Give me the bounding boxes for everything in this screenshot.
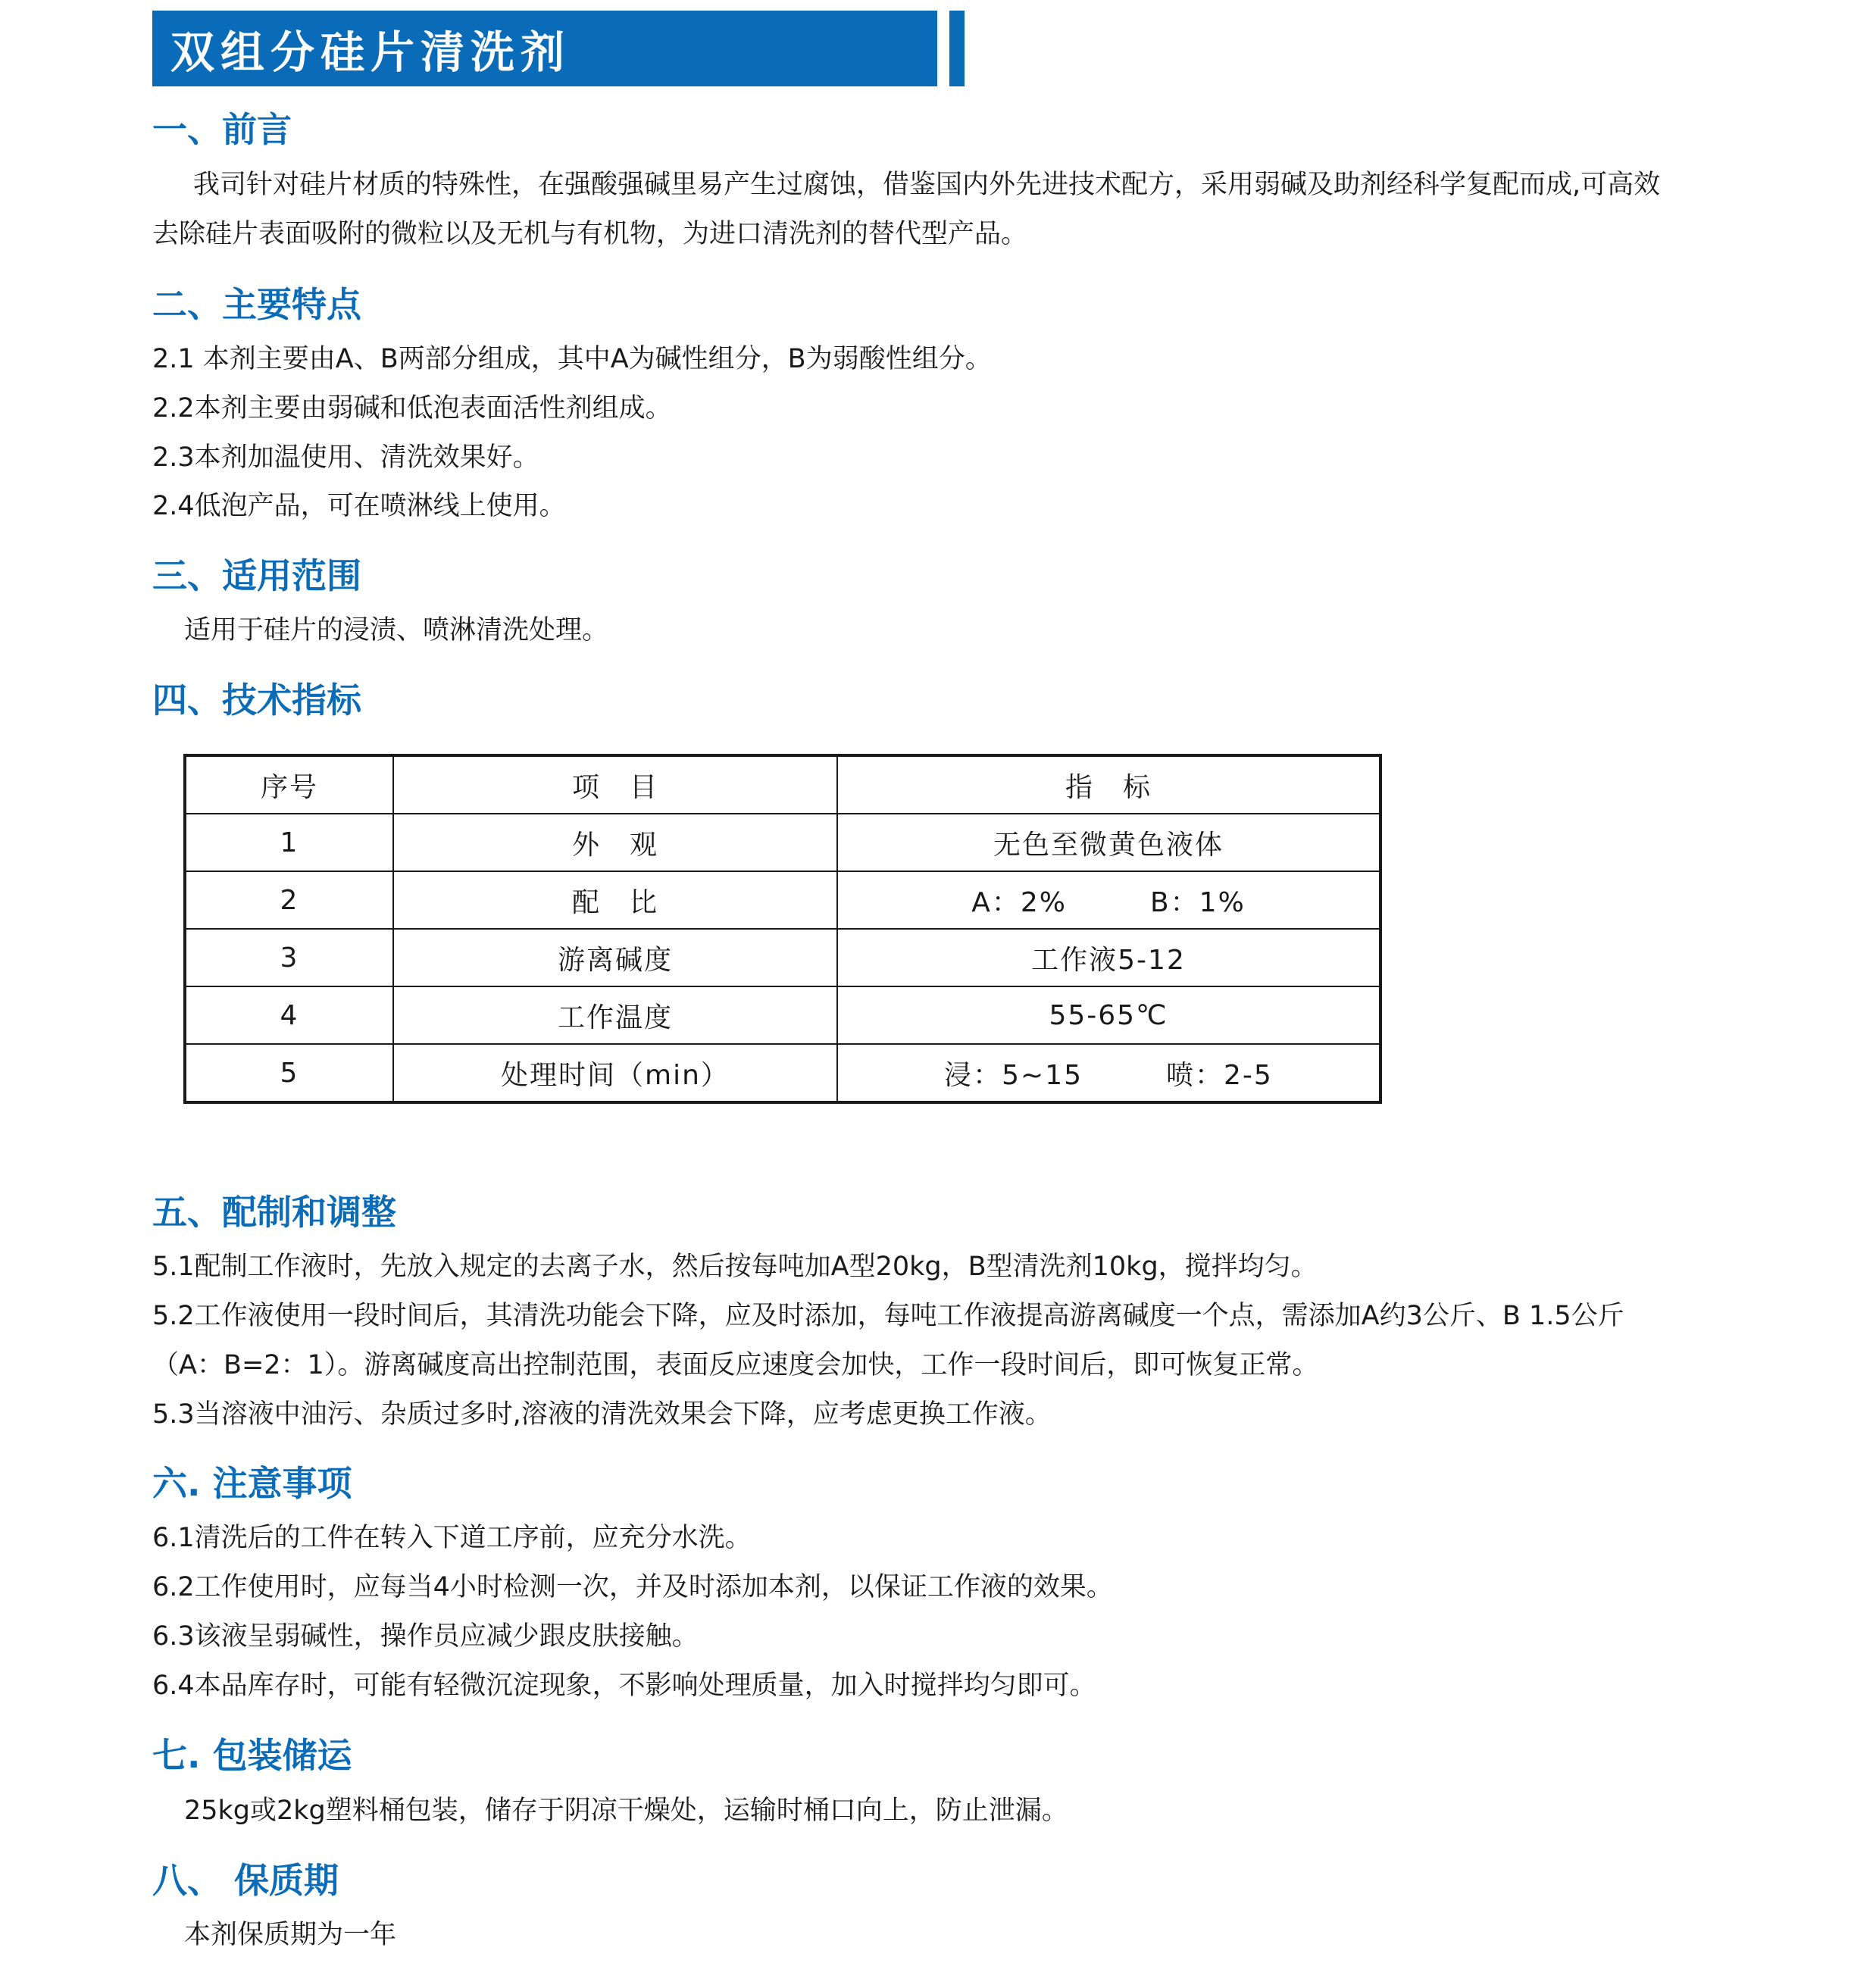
section-heading-preparation: 五、配制和调整 — [152, 1192, 396, 1233]
row-spec-a: A：2% — [971, 886, 1067, 918]
preface-line-1: 我司针对硅片材质的特殊性，在强酸强碱里易产生过腐蚀，借鉴国内外先进技术配方，采用弱碱及助剂经科学复配而成,可高效 — [193, 170, 1661, 200]
row-spec: 55-65℃ — [837, 986, 1380, 1044]
table-header-item: 项 目 — [393, 755, 837, 814]
row-item: 外 观 — [393, 814, 837, 871]
row-spec-a: 浸：5~15 — [944, 1059, 1083, 1091]
table-row — [185, 871, 1380, 929]
preface-line-2: 去除硅片表面吸附的微粒以及无机与有机物，为进口清洗剂的替代型产品。 — [152, 219, 1028, 249]
row-no: 5 — [185, 1044, 393, 1102]
precaution-line-1: 6.1清洗后的工件在转入下道工序前，应充分水洗。 — [152, 1523, 752, 1553]
precaution-line-3: 6.3该液呈弱碱性，操作员应减少跟皮肤接触。 — [152, 1621, 699, 1652]
row-item: 配 比 — [393, 871, 837, 929]
row-item: 游离碱度 — [393, 929, 837, 986]
row-no: 2 — [185, 871, 393, 929]
table-row — [185, 814, 1380, 871]
row-spec: 无色至微黄色液体 — [837, 814, 1380, 871]
spec-table — [183, 754, 1382, 1104]
section-heading-packaging: 七. 包装储运 — [152, 1735, 352, 1776]
prep-line-3: （A：B=2：1）。游离碱度高出控制范围，表面反应速度会加快，工作一段时间后，即可恢复正常。 — [152, 1350, 1319, 1380]
table-header-spec: 指 标 — [837, 755, 1380, 814]
packaging-line-1: 25kg或2kg塑料桶包装，储存于阴凉干燥处，运输时桶口向上，防止泄漏。 — [184, 1796, 1068, 1826]
page-title: 双组分硅片清洗剂 — [170, 27, 571, 78]
precaution-line-2: 6.2工作使用时，应每当4小时检测一次，并及时添加本剂，以保证工作液的效果。 — [152, 1572, 1113, 1602]
row-no: 4 — [185, 986, 393, 1044]
table-row — [185, 1044, 1380, 1102]
prep-line-1: 5.1配制工作液时，先放入规定的去离子水，然后按每吨加A型20kg，B型清洗剂10kg，搅拌均匀。 — [152, 1252, 1318, 1282]
row-no: 1 — [185, 814, 393, 871]
section-heading-precautions: 六. 注意事项 — [152, 1463, 352, 1504]
prep-line-4: 5.3当溶液中油污、杂质过多时,溶液的清洗效果会下降，应考虑更换工作液。 — [152, 1399, 1052, 1430]
row-spec — [837, 1044, 1380, 1102]
feature-line-3: 2.3本剂加温使用、清洗效果好。 — [152, 442, 539, 473]
row-item: 工作温度 — [393, 986, 837, 1044]
table-row — [185, 929, 1380, 986]
table-header-no: 序号 — [185, 755, 393, 814]
precaution-line-4: 6.4本品库存时，可能有轻微沉淀现象，不影响处理质量，加入时搅拌均匀即可。 — [152, 1671, 1096, 1701]
section-heading-preface: 一、前言 — [152, 109, 292, 150]
row-no: 3 — [185, 929, 393, 986]
row-spec-b: 喷：2-5 — [1166, 1059, 1273, 1091]
table-row — [185, 986, 1380, 1044]
shelf-life-line-1: 本剂保质期为一年 — [184, 1920, 397, 1950]
row-spec: 工作液5-12 — [837, 929, 1380, 986]
row-item: 处理时间（min） — [393, 1044, 837, 1102]
row-spec-b: B：1% — [1149, 886, 1246, 918]
table-header-row — [185, 755, 1380, 814]
prep-line-2: 5.2工作液使用一段时间后，其清洗功能会下降，应及时添加，每吨工作液提高游离碱度一个点，需添加A约3公斤、B 1.5公斤 — [152, 1301, 1624, 1331]
feature-line-1: 2.1 本剂主要由A、B两部分组成，其中A为碱性组分，B为弱酸性组分。 — [152, 344, 992, 374]
row-spec — [837, 871, 1380, 929]
scope-line-1: 适用于硅片的浸渍、喷淋清洗处理。 — [184, 615, 609, 645]
feature-line-2: 2.2本剂主要由弱碱和低泡表面活性剂组成。 — [152, 393, 672, 424]
section-heading-specs: 四、技术指标 — [152, 680, 361, 720]
title-accent-bar — [949, 11, 965, 86]
title-banner — [152, 11, 937, 86]
section-heading-shelf-life: 八、 保质期 — [152, 1860, 339, 1901]
section-heading-features: 二、主要特点 — [152, 284, 361, 325]
feature-line-4: 2.4低泡产品，可在喷淋线上使用。 — [152, 491, 566, 521]
section-heading-scope: 三、适用范围 — [152, 555, 361, 596]
